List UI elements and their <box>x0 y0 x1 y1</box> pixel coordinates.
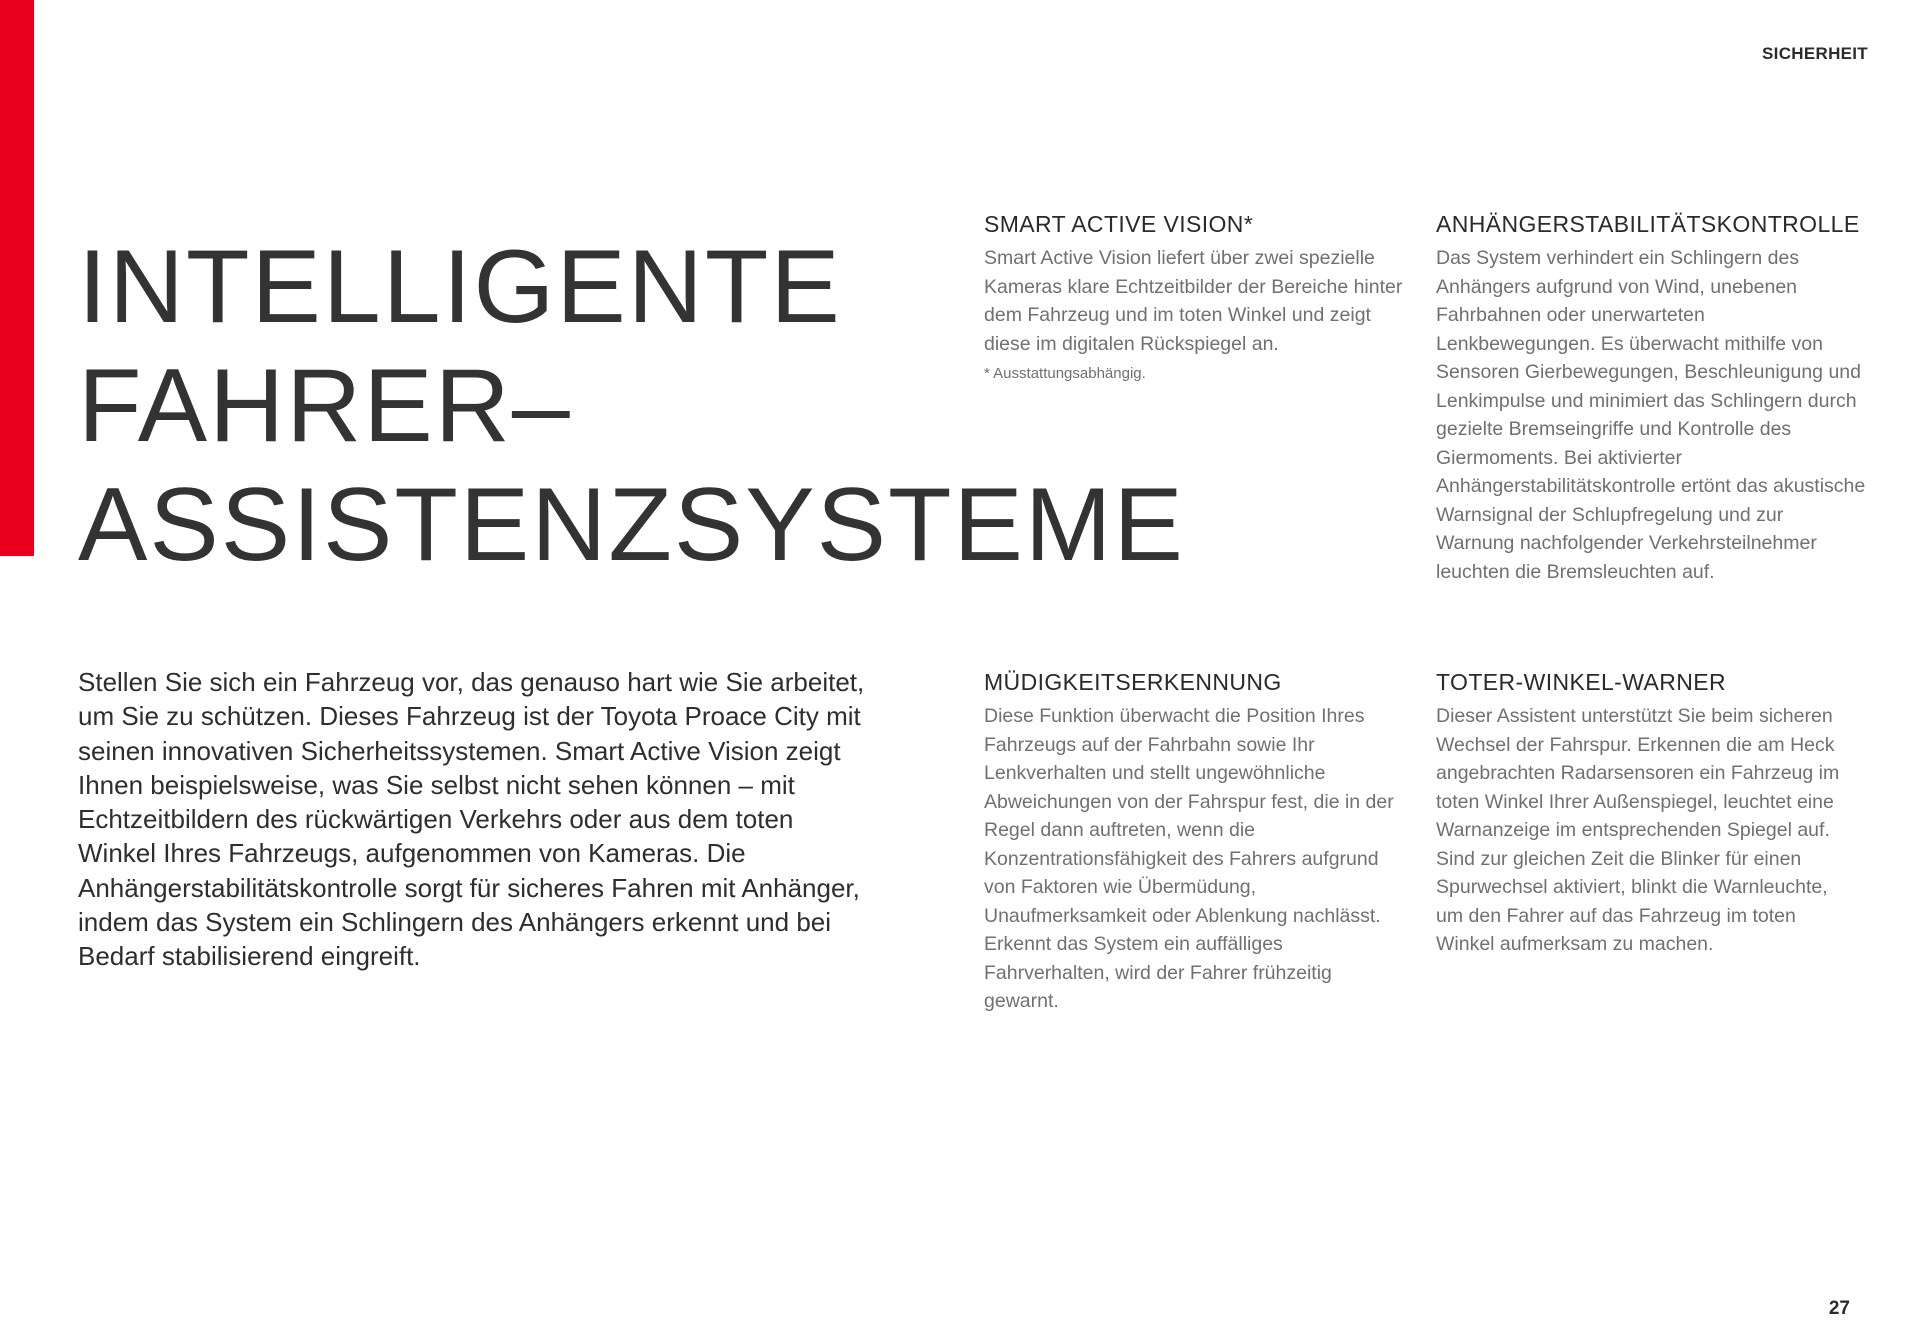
feature-trailer-stability <box>1436 210 1866 586</box>
feature-body: Smart Active Vision liefert über zwei spezielle Kameras klare Echtzeitbilder der Bereiche hinter dem Fahrzeug und im toten Winkel und zeigt diese im digitalen Rückspiegel an. <box>984 247 1403 355</box>
intro-paragraph: Stellen Sie sich ein Fahrzeug vor, das genauso hart wie Sie arbeitet, um Sie zu schützen. Dieses Fahrzeug ist der Toyota Proace City mit seinen innovativen Sicherheitssystemen. Smart Active Vision zeigt Ihnen beispielsweise, was Sie selbst nicht sehen können – mit Echtzeitbildern des rückwärtigen Verkehrs oder aus dem toten Winkel Ihres Fahrzeugs, aufgenommen von Kameras. Die Anhängerstabilitätskontrolle sorgt für sicheres Fahren mit Anhänger, indem das System ein Schlingern des Anhängers erkennt und bei Bedarf stabilisierend eingreift. <box>78 667 865 972</box>
feature-heading: TOTER-WINKEL-WARNER <box>1436 669 1726 695</box>
feature-footnote: * Ausstattungsabhängig. <box>984 365 1146 382</box>
page-number: 27 <box>1828 1298 1850 1319</box>
feature-smart-active-vision <box>984 210 1404 384</box>
feature-blind-spot-monitor <box>1436 668 1856 959</box>
feature-heading: SMART ACTIVE VISION* <box>984 211 1254 237</box>
feature-body: Das System verhindert ein Schlingern des Anhängers aufgrund von Wind, unebenen Fahrbahnen oder unerwarteten Lenkbewegungen. Es überwacht mithilfe von Sensoren Gierbewegungen, Beschleunigung und Lenkimpulse und minimiert das Schlingern durch gezielte Bremseingriffe und Kontrolle des Giermoments. Bei aktivierter Anhängerstabilitätskontrolle ertönt das akustische Warnsignal der Schlupfregelung und zur Warnung nachfolgender Verkehrsteilnehmer leuchten die Bremsleuchten auf. <box>1436 247 1866 583</box>
feature-heading: MÜDIGKEITSERKENNUNG <box>984 669 1282 695</box>
feature-fatigue-detection <box>984 668 1404 1016</box>
page-title-line-1: INTELLIGENTE <box>78 229 842 345</box>
page-title-line-2: FAHRER– <box>78 348 572 464</box>
feature-heading: ANHÄNGERSTABILITÄTSKONTROLLE <box>1436 211 1860 237</box>
feature-body: Diese Funktion überwacht die Position Ihres Fahrzeugs auf der Fahrbahn sowie Ihr Lenkverhalten und stellt ungewöhnliche Abweichungen von der Fahrspur fest, die in der Regel dann auftreten, wenn die Konzentrationsfähigkeit des Fahrers aufgrund von Faktoren wie Übermüdung, Unaufmerksamkeit oder Ablenkung nachlässt. Erkennt das System ein auffälliges Fahrverhalten, wird der Fahrer frühzeitig gewarnt. <box>984 705 1394 1012</box>
accent-bar <box>0 0 34 556</box>
page-title-line-3: ASSISTENZSYSTEME <box>78 467 1185 583</box>
feature-body: Dieser Assistent unterstützt Sie beim sicheren Wechsel der Fahrspur. Erkennen die am Heck angebrachten Radarsensoren ein Fahrzeug im toten Winkel Ihrer Außenspiegel, leuchtet eine Warnanzeige im entsprechenden Spiegel auf. Sind zur gleichen Zeit die Blinker für einen Spurwechsel aktiviert, blinkt die Warnleuchte, um den Fahrer auf das Fahrzeug im toten Winkel aufmerksam zu machen. <box>1436 705 1840 955</box>
section-label: SICHERHEIT <box>1762 44 1868 63</box>
